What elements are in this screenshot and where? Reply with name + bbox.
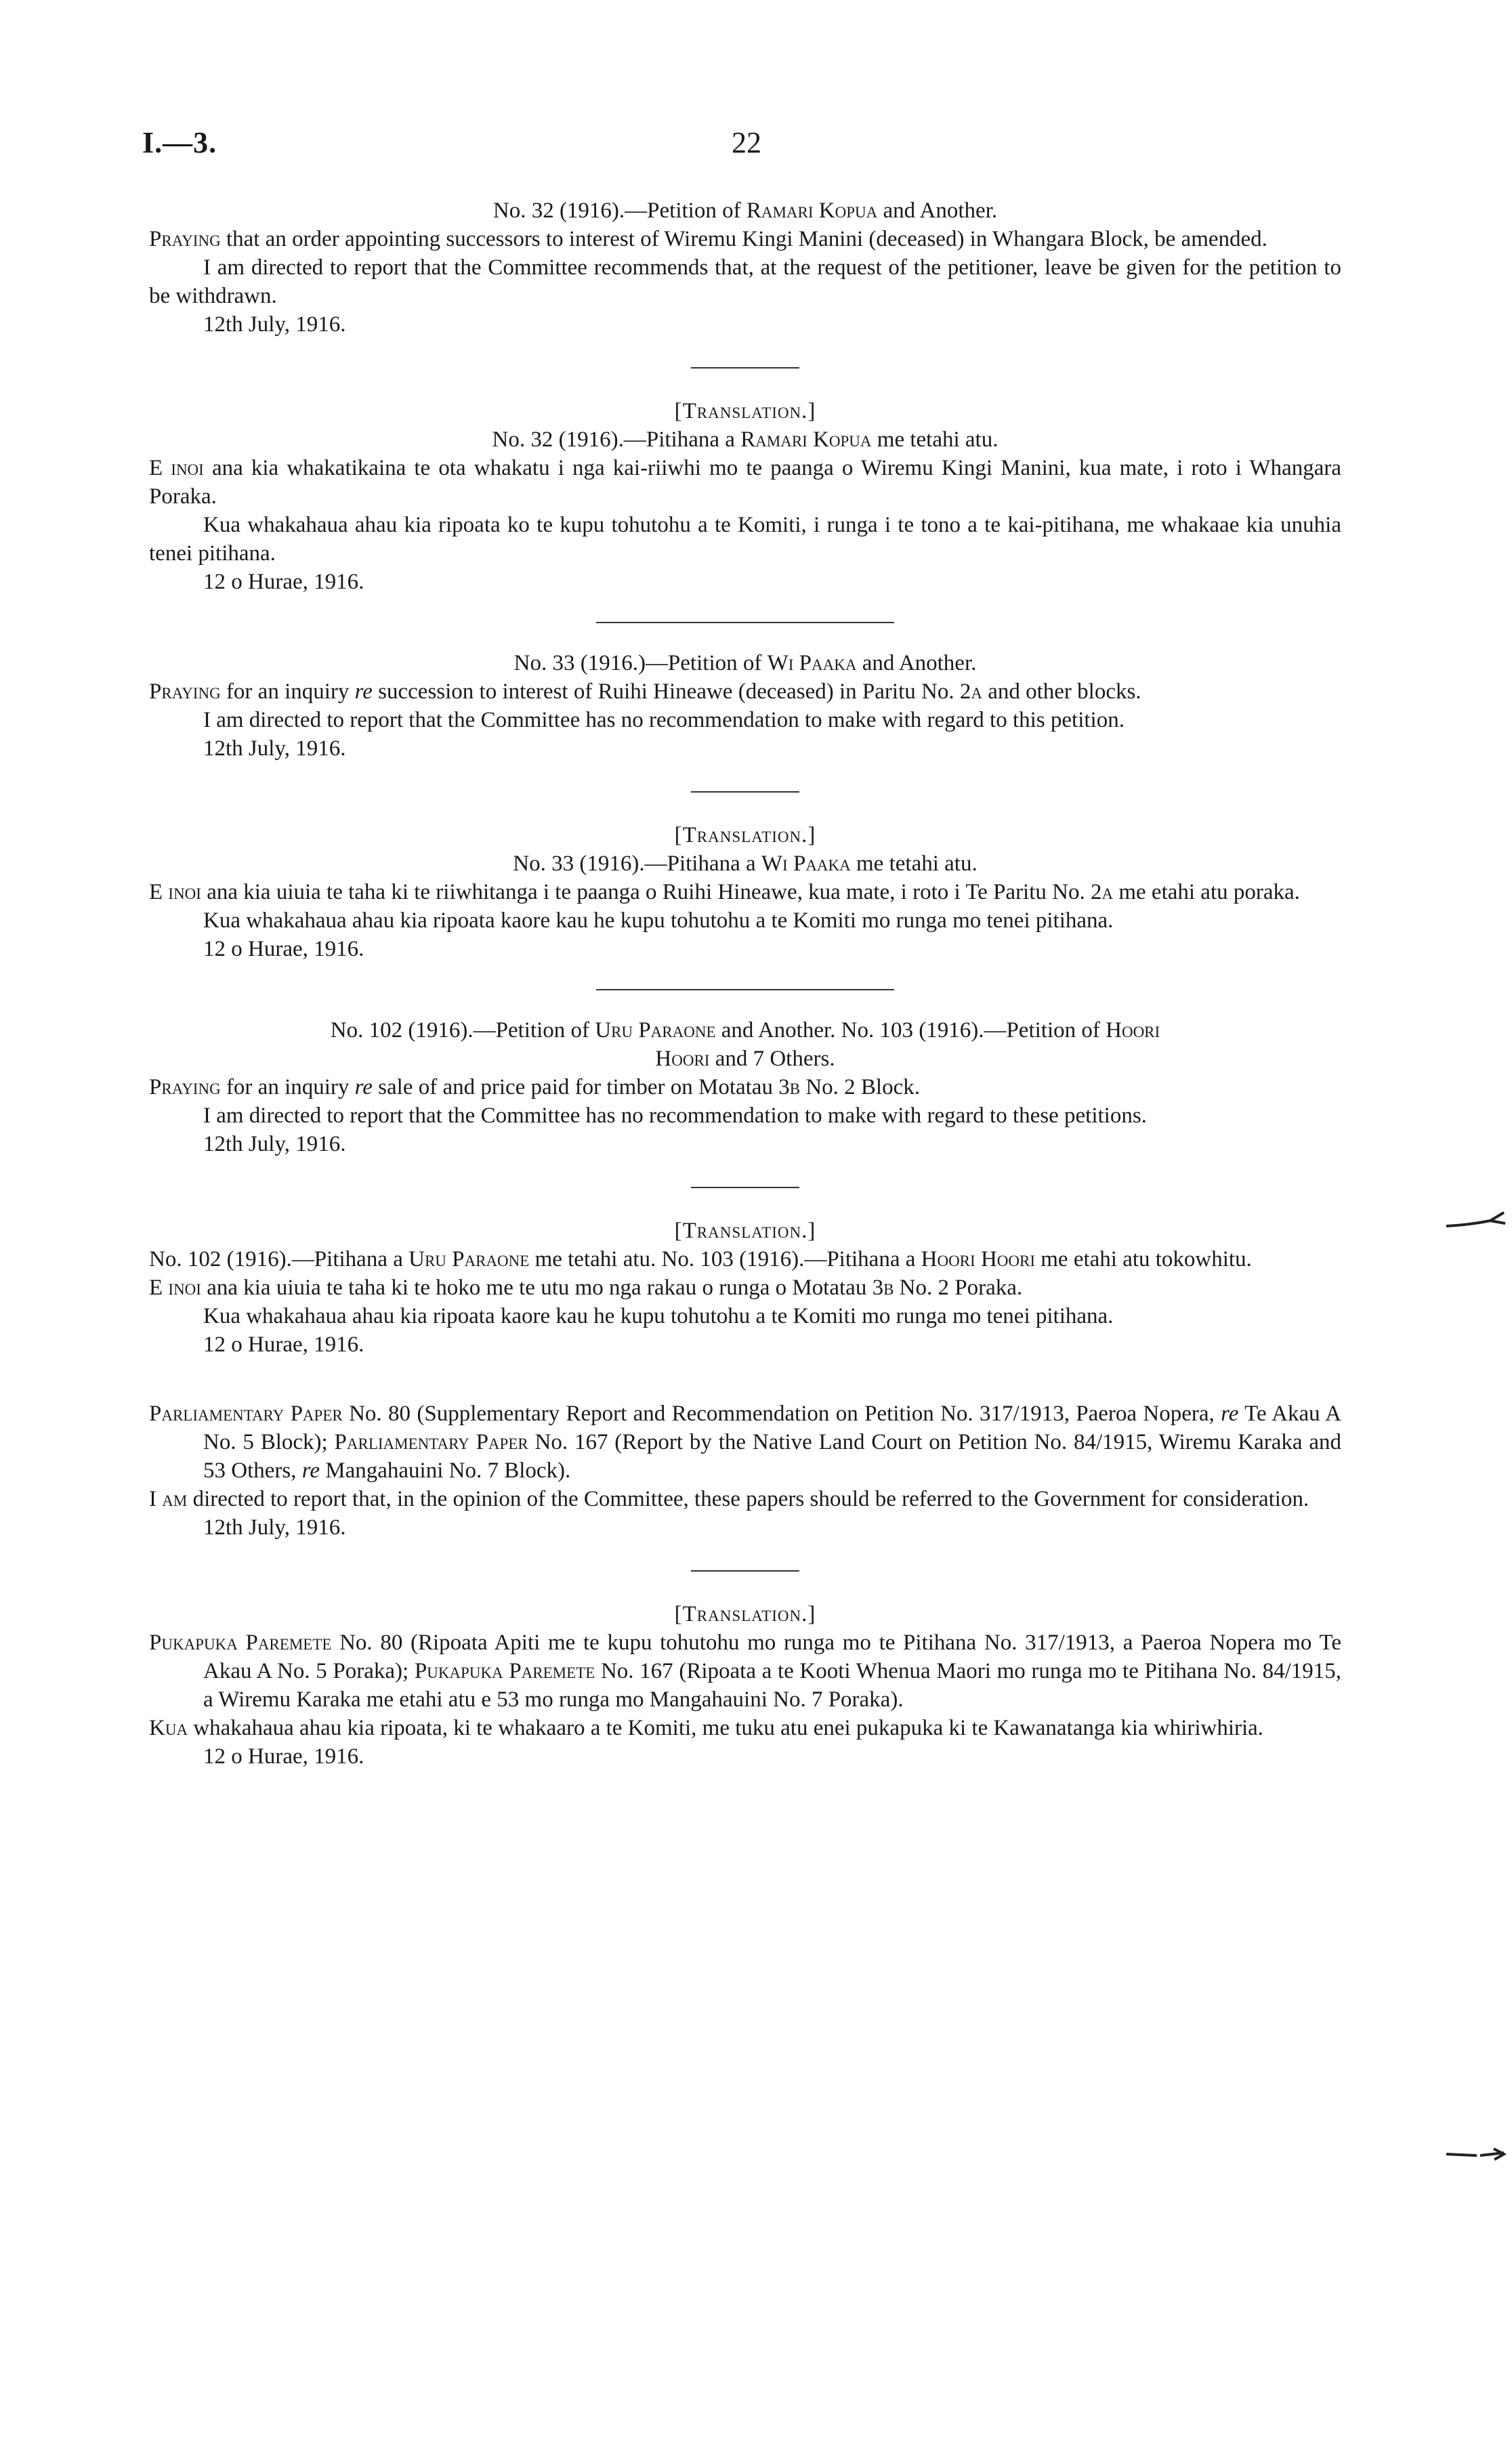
petition-32-translation bbox=[149, 397, 1341, 596]
parliamentary-papers bbox=[149, 1400, 1341, 1542]
petition-102-103-translation-title: No. 102 (1916).—Pitihana a Uru Paraone me tetahi atu. No. 103 (1916).—Pitihana a Hoori Hoori me etahi atu tokowhitu. bbox=[149, 1247, 1252, 1271]
parliamentary-papers-translation bbox=[149, 1600, 1341, 1771]
parliamentary-papers-report: I am directed to report that, in the opinion of the Committee, these papers should be referred to the Government for consideration. bbox=[149, 1487, 1309, 1511]
petition-32-translation-report: Kua whakahaua ahau kia ripoata ko te kupu tohutohu a te Komiti, i runga i te tono a te kai-pitihana, me whakaae kia unuhia tenei pitihana. bbox=[149, 513, 1341, 566]
petition-33-translation-text: E inoi ana kia uiuia te taha ki te riiwhitanga i te paanga o Ruihi Hineawe, kua mate, i roto i Te Paritu No. 2a me etahi atu poraka. bbox=[149, 880, 1300, 904]
section-divider bbox=[596, 622, 894, 623]
scan-mark-icon bbox=[1443, 2141, 1511, 2168]
petition-33-translation bbox=[149, 821, 1341, 963]
translation-heading: [Translation.] bbox=[674, 1219, 816, 1243]
scan-mark-icon bbox=[1443, 1206, 1511, 1233]
parliamentary-papers-translation-report: Kua whakahaua ahau kia ripoata, ki te whakaaro a te Komiti, me tuku atu enei pukapuka ki te Kawanatanga kia whiriwhiria. bbox=[149, 1716, 1264, 1740]
document-page bbox=[142, 126, 1341, 1771]
parliamentary-papers-list: Parliamentary Paper No. 80 (Supplementary Report and Recommendation on Petition No. 317/1913, Paeroa Nopera, re Te Akau A No. 5 Block); Parliamentary Paper No. 167 (Report by the Native Land Court on Petition No. 84/1915, Wiremu Karaka and 53 Others, re Mangahauini No. 7 Block). bbox=[149, 1402, 1341, 1483]
petition-32-translation-text: E inoi ana kia whakatikaina te ota whakatu i nga kai-riiwhi mo te paanga o Wiremu Kingi Manini, kua mate, i roto i Whangara Poraka. bbox=[149, 456, 1341, 509]
translation-heading: [Translation.] bbox=[674, 1602, 816, 1626]
petition-102-103-date: 12th July, 1916. bbox=[203, 1132, 346, 1156]
petition-102-103-title: No. 102 (1916).—Petition of Uru Paraone and Another. No. 103 (1916).—Petition of Hoori Hoori and 7 Others. bbox=[330, 1018, 1160, 1071]
divider bbox=[691, 1570, 799, 1572]
petition-33-date: 12th July, 1916. bbox=[203, 736, 346, 761]
petition-102-103-report: I am directed to report that the Committee has no recommendation to make with regard to these petitions. bbox=[203, 1103, 1147, 1128]
page-number: 22 bbox=[732, 126, 761, 159]
petition-102-103-translation-date: 12 o Hurae, 1916. bbox=[203, 1332, 364, 1357]
parliamentary-papers-date: 12th July, 1916. bbox=[203, 1515, 346, 1540]
petition-33-translation-report: Kua whakahaua ahau kia ripoata kaore kau he kupu tohutohu a te Komiti mo runga mo tenei pitihana. bbox=[203, 908, 1114, 933]
series-number: I.—3. bbox=[142, 126, 217, 159]
petition-32-title: No. 32 (1916).—Petition of Ramari Kopua and Another. bbox=[492, 198, 998, 223]
parliamentary-papers-translation-list: Pukapuka Paremete No. 80 (Ripoata Apiti me te kupu tohutohu mo runga mo te Pitihana No. 317/1913, a Paeroa Nopera mo Te Akau A No. 5 Poraka); Pukapuka Paremete No. 167 (Ripoata a te Kooti Whenua Maori mo runga mo te Pitihana No. 84/1915, a Wiremu Karaka me etahi atu e 53 mo runga mo Mangahauini No. 7 Poraka). bbox=[149, 1631, 1341, 1712]
petition-32-praying: Praying that an order appointing successors to interest of Wiremu Kingi Manini (deceased) in Whangara Block, be amended. bbox=[149, 227, 1267, 251]
petition-32-translation-title: No. 32 (1916).—Pitihana a Ramari Kopua me tetahi atu. bbox=[492, 427, 999, 452]
translation-heading: [Translation.] bbox=[674, 823, 816, 847]
section-divider bbox=[596, 989, 894, 990]
page-header bbox=[142, 126, 1341, 176]
petition-32-report: I am directed to report that the Committee recommends that, at the request of the petitioner, leave be given for the petition to be withdrawn. bbox=[149, 255, 1341, 308]
petition-102-103-translation bbox=[149, 1217, 1341, 1359]
divider bbox=[691, 791, 799, 793]
petition-102-103-translation-text: E inoi ana kia uiuia te taha ki te hoko me te utu mo nga rakau o runga o Motatau 3b No. 2 Poraka. bbox=[149, 1276, 1023, 1300]
divider bbox=[691, 367, 799, 369]
petition-102-103-praying: Praying for an inquiry re sale of and price paid for timber on Motatau 3b No. 2 Block. bbox=[149, 1075, 920, 1099]
petition-102-103 bbox=[149, 1016, 1341, 1158]
petition-32-translation-date: 12 o Hurae, 1916. bbox=[203, 570, 364, 594]
divider bbox=[691, 1187, 799, 1188]
spacer bbox=[149, 1359, 1341, 1400]
petition-33-translation-title: No. 33 (1916).—Pitihana a Wi Paaka me tetahi atu. bbox=[513, 851, 978, 876]
petition-33-translation-date: 12 o Hurae, 1916. bbox=[203, 937, 364, 961]
petition-102-103-translation-report: Kua whakahaua ahau kia ripoata kaore kau he kupu tohutohu a te Komiti mo runga mo tenei pitihana. bbox=[203, 1304, 1114, 1328]
petition-32-date: 12th July, 1916. bbox=[203, 312, 346, 337]
petition-33 bbox=[149, 649, 1341, 763]
petition-33-report: I am directed to report that the Committee has no recommendation to make with regard to this petition. bbox=[203, 708, 1125, 732]
petition-33-praying: Praying for an inquiry re succession to interest of Ruihi Hineawe (deceased) in Paritu No. 2a and other blocks. bbox=[149, 679, 1141, 704]
petition-32 bbox=[149, 196, 1341, 339]
translation-heading: [Translation.] bbox=[674, 399, 816, 423]
parliamentary-papers-translation-date: 12 o Hurae, 1916. bbox=[203, 1744, 364, 1769]
petition-33-title: No. 33 (1916.)—Petition of Wi Paaka and Another. bbox=[513, 651, 977, 675]
